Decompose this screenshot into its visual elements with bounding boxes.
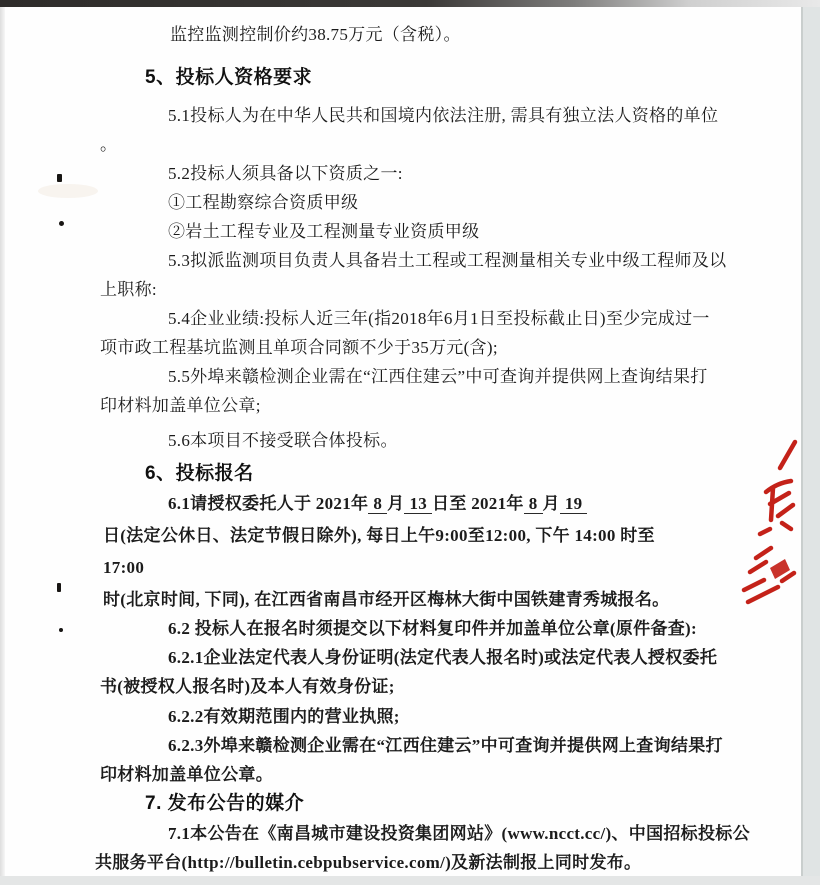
date-text-prefix: 6.1请授权委托人于 2021年 [168,494,369,513]
scan-edge-right [801,7,820,885]
doc-line-6-2-3: 6.2.3外埠来赣检测企业需在“江西住建云”中可查询并提供网上查询结果打 [168,736,723,755]
ink-speck [59,628,63,632]
red-seal-stamp-fragment [736,430,806,620]
scan-edge-bottom [0,876,820,885]
ink-speck [57,174,62,182]
doc-line-5-4-cont: 项市政工程基坑监测且单项合同额不少于35万元(含); [100,338,498,357]
section-heading-5: 5、投标人资格要求 [145,67,313,88]
ink-speck [57,583,61,592]
date-day-start: 13 [404,494,432,514]
doc-line-5-3: 5.3拟派监测项目负责人具备岩土工程或工程测量相关专业中级工程师及以 [168,251,727,270]
doc-line-5-1-cont: 。 [100,135,118,154]
date-sep-3: 月 [542,494,560,513]
doc-line-7-1: 7.1本公告在《南昌城市建设投资集团网站》(www.ncct.cc/)、中国招标投标公 [168,824,750,843]
doc-line-6-1-cont2: 17:00 [103,558,145,577]
date-sep-1: 月 [387,494,405,513]
doc-line-5-2-item2: ②岩土工程专业及工程测量专业资质甲级 [168,222,480,241]
doc-line-5-5: 5.5外埠来赣检测企业需在“江西住建云”中可查询并提供网上查询结果打 [168,367,708,386]
doc-line-5-3-cont: 上职称: [100,280,157,299]
section-heading-6: 6、投标报名 [145,463,254,484]
scan-edge-left [0,7,5,885]
doc-line-5-1: 5.1投标人为在中华人民共和国境内依法注册, 需具有独立法人资格的单位 [168,106,719,125]
doc-line-6-2-1-cont: 书(被授权人报名时)及本人有效身份证; [100,677,395,696]
doc-line-5-5-cont: 印材料加盖单位公章; [100,396,261,415]
ink-speck [59,221,64,226]
doc-line-6-1-cont1: 日(法定公休日、法定节假日除外), 每日上午9:00至12:00, 下午 14:00 时至 [103,526,655,545]
doc-line-6-1-dates [168,489,740,518]
document-body [95,20,750,877]
doc-line-5-2-item1: ①工程勘察综合资质甲级 [168,193,359,212]
doc-line-6-2-1: 6.2.1企业法定代表人身份证明(法定代表人报名时)或法定代表人授权委托 [168,648,718,667]
doc-line-7-1-cont: 共服务平台(http://bulletin.cebpubservice.com/)及新法制报上同时发布。 [95,853,642,872]
date-month-start: 8 [368,494,387,514]
doc-line-5-4: 5.4企业业绩:投标人近三年(指2018年6月1日至投标截止日)至少完成过一 [168,309,710,328]
date-day-end: 19 [560,494,588,514]
date-sep-2: 日至 2021年 [432,494,524,513]
doc-line-6-2: 6.2 投标人在报名时须提交以下材料复印件并加盖单位公章(原件备查): [168,619,697,638]
red-seal-strokes [736,430,806,620]
section-heading-7: 7. 发布公告的媒介 [145,793,305,814]
doc-line-6-1-cont3: 时(北京时间, 下同), 在江西省南昌市经开区梅林大街中国铁建青秀城报名。 [103,590,670,609]
scan-smudge [38,184,98,198]
doc-line-6-2-2: 6.2.2有效期范围内的营业执照; [168,707,400,726]
date-month-end: 8 [524,494,543,514]
doc-line-5-2: 5.2投标人须具备以下资质之一: [168,164,403,183]
doc-line-price: 监控监测控制价约38.75万元（含税）。 [170,25,461,44]
scan-edge-top [0,0,820,7]
doc-line-5-6: 5.6本项目不接受联合体投标。 [168,431,398,450]
doc-line-6-2-3-cont: 印材料加盖单位公章。 [100,765,273,784]
